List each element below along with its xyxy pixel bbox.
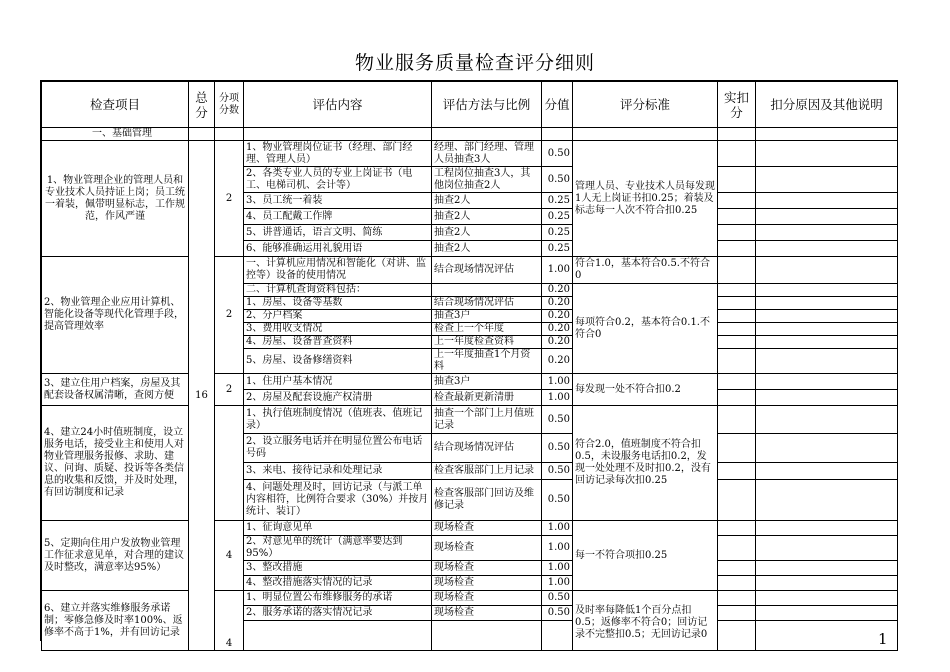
header-total: 总分 xyxy=(189,82,215,128)
actual-deduction[interactable] xyxy=(718,349,756,374)
deduction-reason[interactable] xyxy=(756,310,898,323)
deduction-reason[interactable] xyxy=(756,536,898,561)
actual-deduction[interactable] xyxy=(718,310,756,323)
deduction-reason[interactable] xyxy=(756,349,898,374)
eval-method xyxy=(432,284,542,297)
actual-deduction[interactable] xyxy=(718,434,756,463)
score-value: 0.25 xyxy=(542,209,573,225)
eval-method: 上一年度抽查1个月资料 xyxy=(432,349,542,374)
score-value: 0.20 xyxy=(542,297,573,310)
eval-content: 4、问题处理及时，回访记录（与派工单内容相符，比例符合要求（30%）并按月统计、装订） xyxy=(244,480,432,521)
eval-method: 结合现场情况评估 xyxy=(432,434,542,463)
sub-score: 2 xyxy=(215,141,244,257)
deduction-reason[interactable] xyxy=(756,390,898,406)
deduction-reason[interactable] xyxy=(756,374,898,390)
score-value: 1.00 xyxy=(542,374,573,390)
deduction-reason[interactable] xyxy=(756,193,898,209)
actual-deduction[interactable] xyxy=(718,561,756,576)
actual-deduction[interactable] xyxy=(718,225,756,241)
score-value: 0.50 xyxy=(542,591,573,606)
check-item: 3、建立住用户档案，房屋及其配套设备权属清晰，查阅方便 xyxy=(42,374,189,406)
score-standard: 及时率每降低1个百分点扣0.5；返修率不符合0；回访记录不完整扣0.5；无回访记录0 xyxy=(573,591,718,651)
score-value: 0.50 xyxy=(542,406,573,434)
score-value: 0.20 xyxy=(542,336,573,349)
score-value: 0.50 xyxy=(542,434,573,463)
score-value: 0.25 xyxy=(542,193,573,209)
eval-content: 4、房屋、设备普查资料 xyxy=(244,336,432,349)
actual-deduction[interactable] xyxy=(718,591,756,606)
eval-content: 3、费用收支情况 xyxy=(244,323,432,336)
actual-deduction[interactable] xyxy=(718,167,756,193)
eval-method: 抽查一个部门上月值班记录 xyxy=(432,406,542,434)
eval-method: 现场检查 xyxy=(432,536,542,561)
deduction-reason[interactable] xyxy=(756,480,898,521)
score-value: 0.20 xyxy=(542,349,573,374)
score-standard: 管理人员、专业技术人员每发现1人无上岗证书扣0.25；着装及标志每一人次不符合扣0.25 xyxy=(573,141,718,257)
eval-content: 2、各类专业人员的专业上岗证书（电工、电梯司机、会计等） xyxy=(244,167,432,193)
check-item: 6、建立并落实维修服务承诺制；零修急修及时率100%、返修率不高于1%，并有回访记录 xyxy=(42,591,189,651)
header-standard: 评分标准 xyxy=(573,82,718,128)
sub-score: 2 xyxy=(215,374,244,406)
score-standard: 符合1.0，基本符合0.5.不符合0 xyxy=(573,257,718,284)
actual-deduction[interactable] xyxy=(718,576,756,591)
eval-method: 结合现场情况评估 xyxy=(432,297,542,310)
check-item: 5、定期向住用户发放物业管理工作征求意见单，对合理的建议及时整改，满意率达95%） xyxy=(42,521,189,591)
score-value: 1.00 xyxy=(542,561,573,576)
score-value: 1.00 xyxy=(542,536,573,561)
score-value: 1.00 xyxy=(542,390,573,406)
eval-method: 经理、部门经理、管理人员抽查3人 xyxy=(432,141,542,167)
deduction-reason[interactable] xyxy=(756,209,898,225)
header-actual: 实扣分 xyxy=(718,82,756,128)
sub-score: 4 xyxy=(215,521,244,591)
score-table xyxy=(40,80,898,649)
eval-method: 工程岗位抽查3人，其他岗位抽查2人 xyxy=(432,167,542,193)
actual-deduction[interactable] xyxy=(718,621,756,651)
header-reason: 扣分原因及其他说明 xyxy=(756,82,898,128)
eval-method: 现场检查 xyxy=(432,576,542,591)
page-title: 物业服务质量检查评分细则 xyxy=(354,52,595,74)
eval-content: 2、分户档案 xyxy=(244,310,432,323)
eval-method: 上一年度检查资料 xyxy=(432,336,542,349)
actual-deduction[interactable] xyxy=(718,141,756,167)
eval-content: 2、服务承诺的落实情况记录 xyxy=(244,606,432,621)
deduction-reason[interactable] xyxy=(756,621,898,651)
header-score: 分值 xyxy=(542,82,573,128)
eval-method: 检查客服部门回访及维修记录 xyxy=(432,480,542,521)
eval-content: 1、房屋、设备等基数 xyxy=(244,297,432,310)
deduction-reason[interactable] xyxy=(756,434,898,463)
actual-deduction[interactable] xyxy=(718,257,756,284)
eval-method: 结合现场情况评估 xyxy=(432,257,542,284)
deduction-reason[interactable] xyxy=(756,336,898,349)
actual-deduction[interactable] xyxy=(718,463,756,480)
actual-deduction[interactable] xyxy=(718,297,756,310)
eval-method: 现场检查 xyxy=(432,591,542,606)
score-value: 0.50 xyxy=(542,480,573,521)
check-item: 4、建立24小时值班制度，设立服务电话，接受业主和使用人对物业管理服务报修、求助、建议、问询、质疑、投诉等各类信息的收集和反馈，并及时处理，有回访制度和记录 xyxy=(42,406,189,521)
actual-deduction[interactable] xyxy=(718,193,756,209)
total-score: 16 xyxy=(189,141,215,651)
check-item: 2、物业管理企业应用计算机、智能化设备等现代化管理手段，提高管理效率 xyxy=(42,257,189,374)
eval-content: 3、员工统一着装 xyxy=(244,193,432,209)
eval-method: 检查最新更新清册 xyxy=(432,390,542,406)
eval-content: 二、计算机查询资料包括： xyxy=(244,284,432,297)
deduction-reason[interactable] xyxy=(756,284,898,297)
actual-deduction[interactable] xyxy=(718,406,756,434)
deduction-reason[interactable] xyxy=(756,241,898,257)
eval-content: 5、房屋、设备修缮资料 xyxy=(244,349,432,374)
header-sub: 分项分数 xyxy=(215,82,244,128)
score-standard: 每发现一处不符合扣0.2 xyxy=(573,374,718,406)
deduction-reason[interactable] xyxy=(756,576,898,591)
deduction-reason[interactable] xyxy=(756,257,898,284)
deduction-reason[interactable] xyxy=(756,225,898,241)
score-value: 1.00 xyxy=(542,257,573,284)
eval-method: 抽查2人 xyxy=(432,209,542,225)
score-standard: 符合2.0，值班制度不符合扣0.5，未设服务电话扣0.2，发现一处处理不及时扣0.2，没有回访记录每次扣0.25 xyxy=(573,406,718,521)
eval-method: 现场检查 xyxy=(432,521,542,536)
eval-content: 1、住用户基本情况 xyxy=(244,374,432,390)
deduction-reason[interactable] xyxy=(756,297,898,310)
sub-score: 4 xyxy=(215,591,244,651)
sub-score: 2 xyxy=(215,257,244,374)
eval-content: 6、能够准确运用礼貌用语 xyxy=(244,241,432,257)
score-value: 0.50 xyxy=(542,141,573,167)
eval-method: 抽查2人 xyxy=(432,241,542,257)
score-value: 1.00 xyxy=(542,521,573,536)
actual-deduction[interactable] xyxy=(718,536,756,561)
eval-method: 抽查2人 xyxy=(432,225,542,241)
eval-content: 一、计算机应用情况和智能化（对讲、监控等）设备的使用情况 xyxy=(244,257,432,284)
score-value: 0.50 xyxy=(542,167,573,193)
eval-content: 1、执行值班制度情况（值班表、值班记录） xyxy=(244,406,432,434)
deduction-reason[interactable] xyxy=(756,591,898,606)
actual-deduction[interactable] xyxy=(718,521,756,536)
actual-deduction[interactable] xyxy=(718,374,756,390)
check-item: 1、物业管理企业的管理人员和专业技术人员持证上岗；员工统一着装，佩带明显标志，工作规范，作风严谨 xyxy=(42,141,189,257)
score-value: 0.50 xyxy=(542,463,573,480)
section-title: 一、基础管理 xyxy=(42,128,189,141)
actual-deduction[interactable] xyxy=(718,390,756,406)
score-value: 0.25 xyxy=(542,225,573,241)
score-value: 0.50 xyxy=(542,606,573,621)
score-value: 0.20 xyxy=(542,310,573,323)
score-value: 0.20 xyxy=(542,284,573,297)
eval-content: 2、房屋及配套设施产权清册 xyxy=(244,390,432,406)
actual-deduction[interactable] xyxy=(718,480,756,521)
eval-method: 抽查3户 xyxy=(432,310,542,323)
header-method: 评估方法与比例 xyxy=(432,82,542,128)
eval-content: 4、整改措施落实情况的记录 xyxy=(244,576,432,591)
eval-method: 现场检查 xyxy=(432,561,542,576)
header-content: 评估内容 xyxy=(244,82,432,128)
deduction-reason[interactable] xyxy=(756,323,898,336)
actual-deduction[interactable] xyxy=(718,241,756,257)
eval-content: 1、明显位置公布维修服务的承诺 xyxy=(244,591,432,606)
header-item: 检查项目 xyxy=(42,82,189,128)
eval-content: 4、员工配戴工作牌 xyxy=(244,209,432,225)
sub-score xyxy=(215,406,244,521)
score-standard: 每项符合0.2，基本符合0.1.不符合0 xyxy=(573,284,718,374)
deduction-reason[interactable] xyxy=(756,167,898,193)
actual-deduction[interactable] xyxy=(718,284,756,297)
eval-content: 5、讲普通话，语言文明、简练 xyxy=(244,225,432,241)
actual-deduction[interactable] xyxy=(718,336,756,349)
eval-method: 抽查2人 xyxy=(432,193,542,209)
actual-deduction[interactable] xyxy=(718,323,756,336)
eval-content: 2、对意见单的统计（满意率要达到95%） xyxy=(244,536,432,561)
deduction-reason[interactable] xyxy=(756,521,898,536)
score-value: 0.25 xyxy=(542,241,573,257)
eval-content: 2、设立服务电话并在明显位置公布电话号码 xyxy=(244,434,432,463)
score-standard: 每一不符合项扣0.25 xyxy=(573,521,718,591)
score-value: 1.00 xyxy=(542,576,573,591)
deduction-reason[interactable] xyxy=(756,463,898,480)
eval-content: 1、征询意见单 xyxy=(244,521,432,536)
eval-method: 检查客服部门上月记录 xyxy=(432,463,542,480)
actual-deduction[interactable] xyxy=(718,209,756,225)
actual-deduction[interactable] xyxy=(718,606,756,621)
eval-content: 1、物业管理岗位证书（经理、部门经理、管理人员） xyxy=(244,141,432,167)
eval-method: 检查上一个年度 xyxy=(432,323,542,336)
score-value: 0.20 xyxy=(542,323,573,336)
deduction-reason[interactable] xyxy=(756,606,898,621)
eval-content: 3、来电、接待记录和处理记录 xyxy=(244,463,432,480)
eval-method: 抽查3户 xyxy=(432,374,542,390)
eval-content: 3、整改措施 xyxy=(244,561,432,576)
deduction-reason[interactable] xyxy=(756,561,898,576)
page-number: 1 xyxy=(878,630,888,648)
eval-method: 现场检查 xyxy=(432,606,542,621)
deduction-reason[interactable] xyxy=(756,141,898,167)
deduction-reason[interactable] xyxy=(756,406,898,434)
